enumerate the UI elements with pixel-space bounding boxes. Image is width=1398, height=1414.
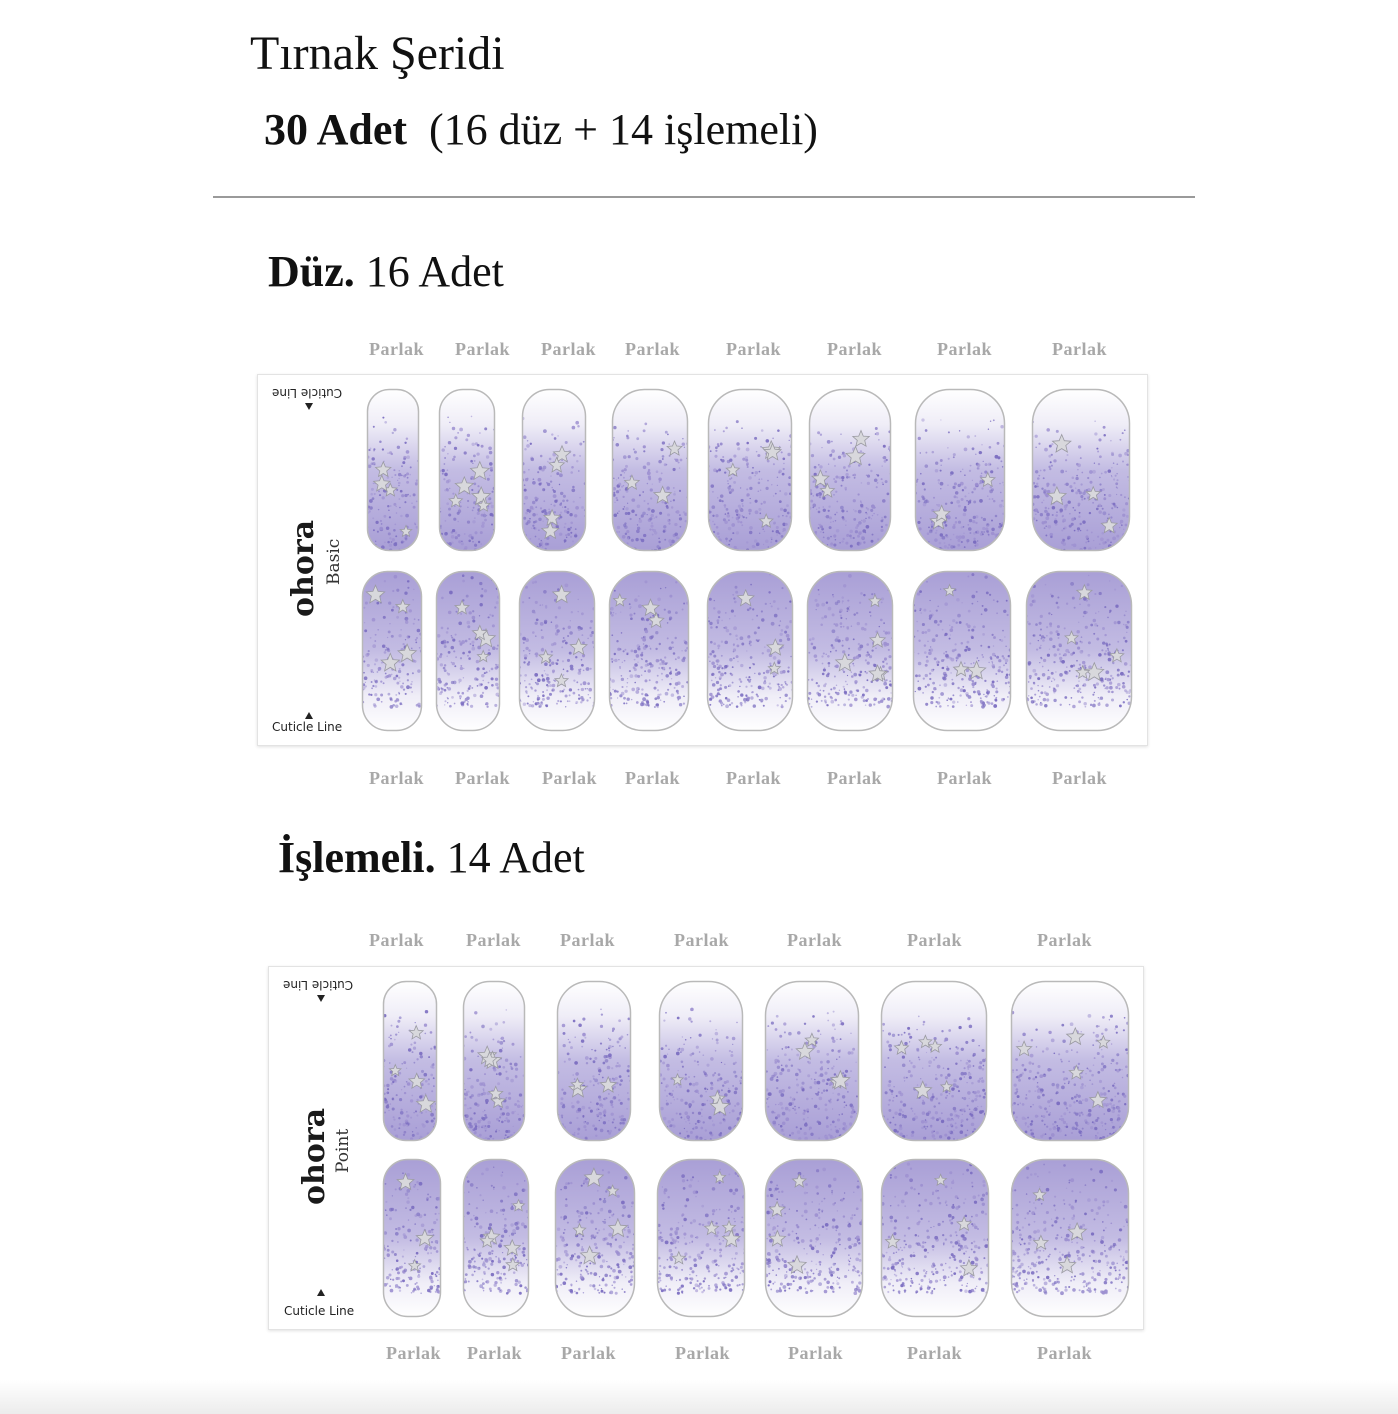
- cuticle-line-label-top: Cuticle Line: [272, 386, 343, 400]
- finish-label: Parlak: [827, 768, 882, 788]
- finish-label: Parlak: [455, 339, 510, 359]
- divider: [213, 196, 1195, 198]
- bottom-labels-islemeli: [0, 1343, 1398, 1367]
- bottom-shadow: [0, 1380, 1398, 1414]
- finish-label: Parlak: [386, 1343, 441, 1363]
- finish-label: Parlak: [827, 339, 882, 359]
- nail-sticker-sheet-point: [268, 966, 1144, 1330]
- finish-label: Parlak: [907, 1343, 962, 1363]
- finish-label: Parlak: [369, 768, 424, 788]
- finish-label: Parlak: [937, 339, 992, 359]
- section-heading-count: 16 Adet: [365, 247, 504, 296]
- finish-label: Parlak: [560, 930, 615, 950]
- finish-label: Parlak: [674, 930, 729, 950]
- finish-label: Parlak: [369, 930, 424, 950]
- brand-logo: ohora: [297, 1107, 332, 1205]
- cuticle-line-label-bottom: Cuticle Line: [272, 720, 343, 734]
- total-count: [264, 102, 818, 158]
- finish-label: Parlak: [542, 768, 597, 788]
- finish-label: Parlak: [788, 1343, 843, 1363]
- sub-brand: Basic: [324, 538, 344, 585]
- cuticle-line-label-bottom: Cuticle Line: [284, 1304, 355, 1318]
- finish-label: Parlak: [907, 930, 962, 950]
- arrow-up-icon: [305, 712, 313, 719]
- total-count-bold: 30 Adet: [264, 105, 407, 154]
- section-heading-count: 14 Adet: [446, 833, 585, 882]
- finish-label: Parlak: [541, 339, 596, 359]
- finish-label: Parlak: [1037, 1343, 1092, 1363]
- finish-label: Parlak: [455, 768, 510, 788]
- section-heading-bold: Düz.: [268, 247, 355, 296]
- page-title: Tırnak Şeridi: [250, 27, 505, 80]
- top-labels-duz: [0, 339, 1398, 363]
- finish-label: Parlak: [1052, 339, 1107, 359]
- nail-sticker-sheet-basic: [257, 374, 1148, 746]
- finish-label: Parlak: [466, 930, 521, 950]
- section-heading-bold: İşlemeli.: [278, 833, 436, 882]
- brand-logo: ohora: [286, 519, 321, 617]
- nail-artwork: [258, 375, 1147, 745]
- finish-label: Parlak: [1037, 930, 1092, 950]
- finish-label: Parlak: [467, 1343, 522, 1363]
- finish-label: Parlak: [369, 339, 424, 359]
- section-heading-duz: [268, 246, 504, 298]
- finish-label: Parlak: [726, 339, 781, 359]
- section-heading-islemeli: [278, 832, 585, 884]
- finish-label: Parlak: [726, 768, 781, 788]
- arrow-up-icon: [317, 1289, 325, 1296]
- finish-label: Parlak: [625, 339, 680, 359]
- sub-brand: Point: [333, 1128, 353, 1173]
- finish-label: Parlak: [937, 768, 992, 788]
- nail-artwork: [269, 967, 1143, 1329]
- arrow-down-icon: [317, 995, 325, 1002]
- finish-label: Parlak: [561, 1343, 616, 1363]
- arrow-down-icon: [305, 403, 313, 410]
- total-count-detail: (16 düz + 14 işlemeli): [429, 105, 818, 154]
- finish-label: Parlak: [1052, 768, 1107, 788]
- bottom-labels-duz: [0, 768, 1398, 792]
- finish-label: Parlak: [675, 1343, 730, 1363]
- cuticle-line-label-top: Cuticle Line: [283, 978, 354, 992]
- finish-label: Parlak: [787, 930, 842, 950]
- top-labels-islemeli: [0, 930, 1398, 954]
- finish-label: Parlak: [625, 768, 680, 788]
